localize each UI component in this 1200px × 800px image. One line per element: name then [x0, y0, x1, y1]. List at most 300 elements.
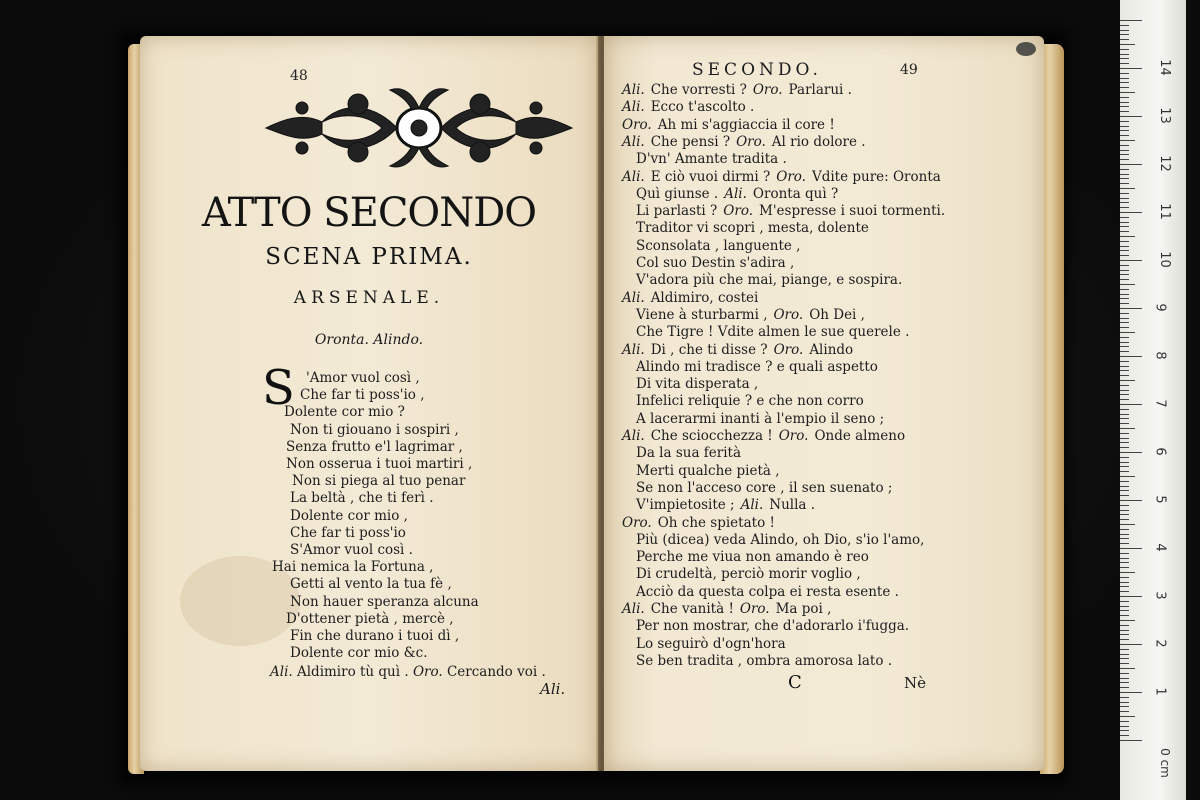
- ruler-number: 8: [1152, 351, 1168, 360]
- ruler-tick: [1120, 663, 1129, 664]
- ruler-tick: [1120, 366, 1129, 367]
- ruler-tick: [1120, 490, 1129, 491]
- dialogue-line: [622, 134, 872, 151]
- ruler-tick: [1120, 625, 1129, 626]
- dialogue-line: [636, 618, 915, 635]
- line-text: Quì giunse .: [636, 185, 719, 202]
- ruler-tick: [1120, 740, 1142, 741]
- verse-line: Dolente cor mio ?: [284, 404, 405, 421]
- ruler-tick: [1120, 639, 1129, 640]
- act-title: ATTO SECONDO: [201, 190, 537, 236]
- ruler-tick: [1120, 730, 1129, 731]
- line-text: Che vorresti ?: [650, 82, 747, 98]
- ruler-tick: [1120, 68, 1142, 69]
- dialogue-line: [636, 463, 786, 480]
- ruler-tick: [1120, 193, 1129, 194]
- ruler-number: 9: [1152, 303, 1168, 312]
- dialogue-line: [636, 411, 890, 428]
- floral-ornament-headpiece: [262, 82, 576, 174]
- ruler-tick: [1120, 452, 1142, 453]
- line-text: D'vn' Amante tradita .: [636, 151, 787, 168]
- line-text: Onde almeno: [814, 428, 906, 444]
- ruler-tick: [1120, 135, 1129, 136]
- ruler-tick: [1120, 159, 1129, 160]
- line-text: Viene à sturbarmi ,: [636, 306, 768, 323]
- ruler-tick: [1120, 682, 1129, 683]
- dialogue-line: [622, 99, 760, 116]
- ruler-tick: [1120, 92, 1135, 93]
- left-page: [140, 36, 598, 771]
- ruler-tick: [1120, 721, 1129, 722]
- ruler-tick: [1120, 222, 1129, 223]
- dialogue-line: [636, 376, 764, 393]
- ruler-tick: [1120, 265, 1129, 266]
- ruler-tick: [1120, 140, 1135, 141]
- ruler-tick: [1120, 702, 1129, 703]
- speaker-label: Oro.: [723, 203, 753, 220]
- speaker-label: Oro.: [739, 601, 770, 617]
- ruler-tick: [1120, 106, 1129, 107]
- line-text: Merti qualche pietà ,: [636, 462, 780, 479]
- dialogue-line: [636, 636, 792, 653]
- ruler-tick: [1120, 514, 1129, 515]
- ruler-tick: [1120, 174, 1129, 175]
- ruler-tick: [1120, 289, 1129, 290]
- verse-line: S'Amor vuol così .: [290, 542, 413, 558]
- ruler-tick: [1120, 577, 1129, 578]
- ruler-tick: [1120, 500, 1142, 501]
- ruler-tick: [1120, 428, 1135, 429]
- ruler-tick: [1120, 78, 1129, 79]
- ruler-tick: [1120, 342, 1129, 343]
- ruler-tick: [1120, 178, 1129, 179]
- ruler-tick: [1120, 495, 1129, 496]
- ruler-tick: [1120, 375, 1129, 376]
- speaker-label: Ali.: [270, 664, 293, 680]
- line-text: Lo seguirò d'ogn'hora: [636, 635, 786, 652]
- ruler-tick: [1120, 466, 1129, 467]
- line-text: Parlarui .: [788, 82, 852, 98]
- ruler-number: 4: [1152, 543, 1168, 552]
- right-page: [604, 36, 1044, 771]
- dialogue-line: [622, 169, 947, 186]
- ruler-tick: [1120, 654, 1129, 655]
- ruler-tick: [1120, 586, 1129, 587]
- dialogue-line: [622, 117, 841, 134]
- line-text: Oh che spietato !: [657, 514, 775, 531]
- line-text: Di , che ti disse ?: [650, 341, 768, 358]
- line-text: E ciò vuoi dirmi ?: [650, 168, 771, 185]
- ruler-tick: [1120, 116, 1142, 117]
- catchword: Nè: [904, 674, 927, 692]
- ruler-tick: [1120, 692, 1142, 693]
- speaker-label: Ali.: [622, 428, 645, 444]
- ruler-tick: [1120, 318, 1129, 319]
- line-text: Oronta quì ?: [752, 185, 839, 202]
- dialogue-line: [636, 220, 875, 237]
- ruler-unit: 0 cm: [1157, 748, 1172, 778]
- dialogue-line: [636, 584, 905, 601]
- dialogue-line: [636, 393, 870, 410]
- ruler-tick: [1120, 524, 1135, 525]
- ruler-tick: [1120, 212, 1142, 213]
- ruler-tick: [1120, 102, 1129, 103]
- line-text: Se ben tradita , ombra amorosa lato .: [636, 652, 893, 669]
- ruler-tick: [1120, 385, 1129, 386]
- ruler-tick: [1120, 457, 1129, 458]
- dialogue-line: [636, 151, 793, 168]
- speaker-label: Ali.: [622, 168, 645, 185]
- ruler-tick: [1120, 529, 1129, 530]
- ruler-tick: [1120, 414, 1129, 415]
- ruler-tick: [1120, 169, 1129, 170]
- dialogue-line: [622, 515, 781, 532]
- ruler-tick: [1120, 519, 1129, 520]
- dialogue-line: [636, 272, 908, 289]
- verse-line: Fin che durano i tuoi dì ,: [290, 628, 460, 644]
- line-text: Li parlasti ?: [636, 203, 718, 220]
- ruler-tick: [1120, 610, 1129, 611]
- dialogue-line: [636, 549, 875, 566]
- ruler-tick: [1120, 726, 1129, 727]
- ruler-tick: [1120, 87, 1129, 88]
- ruler-tick: [1120, 423, 1129, 424]
- speaker-label: Oro.: [622, 514, 652, 531]
- ruler-tick: [1120, 255, 1129, 256]
- dialogue-line: [622, 428, 911, 445]
- ruler-number: 12: [1156, 155, 1172, 172]
- measuring-ruler: [1120, 0, 1186, 800]
- ruler-tick: [1120, 73, 1129, 74]
- ruler-tick: [1120, 606, 1129, 607]
- dialogue-line: [636, 653, 898, 670]
- ruler-tick: [1120, 567, 1129, 568]
- ruler-tick: [1120, 553, 1129, 554]
- line-text: Per non mostrar, che d'adorarlo i'fugga.: [636, 618, 910, 635]
- ruler-tick: [1120, 308, 1142, 309]
- ruler-tick: [1120, 351, 1129, 352]
- speaker-label: Ali.: [622, 133, 645, 150]
- ruler-tick: [1120, 543, 1129, 544]
- ruler-number: 11: [1156, 203, 1172, 220]
- dialogue-line: [636, 359, 884, 376]
- ruler-number: 1: [1152, 687, 1168, 696]
- ruler-tick: [1120, 471, 1129, 472]
- page-number: 49: [900, 62, 918, 78]
- speaker-label: Oro.: [776, 168, 806, 185]
- ruler-tick: [1120, 356, 1142, 357]
- ruler-tick: [1120, 558, 1129, 559]
- line-text: Al rio dolore .: [771, 133, 866, 150]
- line-text: Di crudeltà, perciò morir voglio ,: [636, 566, 861, 583]
- dialogue-line: [636, 238, 806, 255]
- ruler-tick: [1120, 274, 1129, 275]
- ink-blot: [1016, 42, 1036, 56]
- dialogue-line: [636, 532, 930, 549]
- ruler-tick: [1120, 130, 1129, 131]
- line-text: Cercando voi .: [446, 664, 546, 680]
- ruler-tick: [1120, 562, 1129, 563]
- ruler-tick: [1120, 582, 1129, 583]
- dialogue-line: [636, 566, 867, 583]
- speaker-label: Oro.: [622, 116, 652, 133]
- ruler-tick: [1120, 231, 1129, 232]
- ruler-tick: [1120, 25, 1129, 26]
- line-text: Che vanità !: [650, 601, 734, 617]
- ruler-tick: [1120, 394, 1129, 395]
- setting-title: ARSENALE.: [293, 288, 445, 308]
- ruler-number: 2: [1152, 639, 1168, 648]
- ruler-tick: [1120, 481, 1129, 482]
- ruler-tick: [1120, 111, 1129, 112]
- ruler-tick: [1120, 298, 1129, 299]
- dialogue-line: [636, 255, 800, 272]
- ruler-tick: [1120, 126, 1129, 127]
- ruler-tick: [1120, 630, 1129, 631]
- line-text: Perche me viua non amando è reo: [636, 549, 869, 566]
- ruler-tick: [1120, 591, 1129, 592]
- ruler-tick: [1120, 332, 1135, 333]
- speaker-label: Ali.: [622, 289, 645, 306]
- ruler-tick: [1120, 687, 1129, 688]
- ruler-tick: [1120, 711, 1129, 712]
- line-text: Col suo Destin s'adira ,: [636, 255, 795, 271]
- ruler-number: 5: [1152, 495, 1168, 504]
- ruler-tick: [1120, 716, 1135, 717]
- verse-line: Getti al vento la tua fè ,: [290, 576, 452, 593]
- ruler-tick: [1120, 634, 1129, 635]
- ruler-tick: [1120, 658, 1129, 659]
- verse-line: Dolente cor mio &c.: [290, 645, 428, 662]
- line-text: V'adora più che mai, piange, e sospira.: [636, 272, 903, 289]
- verse-line: D'ottener pietà , mercè ,: [286, 610, 454, 627]
- ruler-tick: [1120, 145, 1129, 146]
- line-text: Che Tigre ! Vdite almen le sue querele .: [636, 324, 910, 341]
- verse-line: 'Amor vuol così ,: [306, 370, 420, 386]
- ruler-tick: [1120, 706, 1129, 707]
- ruler-tick: [1120, 534, 1129, 535]
- verse-line: Non ti giouano i sospiri ,: [290, 421, 459, 438]
- line-text: V'impietosite ;: [636, 497, 735, 514]
- line-text: Da la sua ferità: [636, 445, 742, 462]
- ruler-tick: [1120, 284, 1135, 285]
- ruler-tick: [1120, 58, 1129, 59]
- ruler-tick: [1120, 649, 1129, 650]
- speaker-label: Ali.: [740, 497, 764, 514]
- characters-list: Oronta. Alindo.: [314, 332, 424, 348]
- drop-cap: S: [262, 360, 295, 416]
- ruler-tick: [1120, 39, 1129, 40]
- speaker-label: Oro.: [752, 82, 783, 98]
- ruler-tick: [1120, 270, 1129, 271]
- ruler-tick: [1120, 250, 1129, 251]
- dialogue-line: [622, 601, 837, 618]
- speaker-label: Ali.: [622, 82, 645, 98]
- line-text: Oh Dei ,: [809, 306, 865, 323]
- line-text: Ah mi s'aggiaccia il core !: [657, 116, 835, 133]
- ruler-tick: [1120, 30, 1129, 31]
- dialogue-line: [636, 307, 871, 324]
- ruler-tick: [1120, 735, 1129, 736]
- dialogue-line: [636, 203, 951, 220]
- ruler-tick: [1120, 697, 1129, 698]
- ruler-tick: [1120, 121, 1129, 122]
- ruler-number: 7: [1152, 399, 1168, 408]
- ruler-tick: [1120, 615, 1129, 616]
- ruler-tick: [1120, 217, 1129, 218]
- verse-line: Non hauer speranza alcuna: [290, 593, 479, 610]
- ruler-tick: [1120, 390, 1129, 391]
- speaker-label: Oro.: [773, 341, 804, 358]
- ruler-tick: [1120, 462, 1129, 463]
- dialogue-line: [636, 480, 898, 497]
- line-text: Alindo: [809, 341, 854, 358]
- ruler-tick: [1120, 82, 1129, 83]
- ruler-tick: [1120, 327, 1129, 328]
- scene-title: SCENA PRIMA.: [265, 244, 473, 270]
- ruler-number: 14: [1156, 59, 1172, 76]
- ruler-tick: [1120, 198, 1129, 199]
- ruler-number: 13: [1156, 107, 1172, 124]
- ruler-number: 6: [1152, 447, 1168, 456]
- line-text: Acciò da questa colpa ei resta esente .: [636, 583, 899, 600]
- line-text: Che pensi ?: [650, 133, 731, 150]
- speaker-label: Ali.: [724, 185, 747, 202]
- line-text: Che sciocchezza !: [650, 428, 773, 444]
- ruler-tick: [1120, 346, 1129, 347]
- running-head: SECONDO.: [692, 60, 822, 80]
- verse-line: Non si piega al tuo penar: [292, 473, 466, 490]
- ruler-tick: [1120, 442, 1129, 443]
- ruler-tick: [1120, 572, 1135, 573]
- speaker-label: Ali.: [622, 341, 645, 358]
- line-text: Di vita disperata ,: [636, 376, 759, 393]
- line-text: Alindo mi tradisce ? e quali aspetto: [636, 358, 878, 375]
- ruler-tick: [1120, 202, 1129, 203]
- ruler-tick: [1120, 322, 1129, 323]
- ruler-tick: [1120, 370, 1129, 371]
- signature-mark: C: [788, 672, 802, 693]
- ruler-tick: [1120, 380, 1135, 381]
- ruler-tick: [1120, 678, 1129, 679]
- verse-line: Che far ti poss'io: [290, 524, 406, 541]
- dialogue-line: [636, 445, 747, 462]
- ruler-tick: [1120, 418, 1129, 419]
- ruler-tick: [1120, 207, 1129, 208]
- dialogue-line: [622, 290, 764, 307]
- speaker-label: Oro.: [773, 306, 804, 323]
- ruler-tick: [1120, 548, 1142, 549]
- verse-line: Senza frutto e'l lagrimar ,: [286, 438, 463, 455]
- ruler-tick: [1120, 313, 1129, 314]
- line-text: Nulla .: [769, 497, 816, 514]
- ruler-tick: [1120, 241, 1129, 242]
- line-text: Aldimiro, costei: [650, 289, 759, 306]
- line-text: Sconsolata , languente ,: [636, 237, 801, 254]
- dialogue-line: [622, 82, 858, 99]
- ruler-tick: [1120, 236, 1135, 237]
- ruler-tick: [1120, 538, 1129, 539]
- ruler-tick: [1120, 183, 1129, 184]
- ruler-tick: [1120, 97, 1129, 98]
- ruler-tick: [1120, 601, 1129, 602]
- ruler-tick: [1120, 49, 1129, 50]
- ruler-tick: [1120, 447, 1129, 448]
- ruler-tick: [1120, 154, 1129, 155]
- ruler-tick: [1120, 294, 1129, 295]
- dialogue-line: [636, 186, 844, 203]
- ruler-tick: [1120, 476, 1135, 477]
- ruler-tick: [1120, 44, 1135, 45]
- ruler-tick: [1120, 63, 1129, 64]
- line-text: Traditor vi scopri , mesta, dolente: [636, 220, 869, 237]
- line-text: Aldimiro tù quì .: [296, 664, 409, 680]
- ruler-tick: [1120, 260, 1142, 261]
- ruler-number: 3: [1152, 591, 1168, 600]
- speaker-label: Ali.: [622, 601, 645, 617]
- line-text: Più (dicea) veda Alindo, oh Dio, s'io l'amo,: [636, 531, 925, 548]
- line-text: Se non l'acceso core , il sen suenato ;: [636, 479, 893, 496]
- line-text: M'espresse i suoi tormenti.: [759, 203, 946, 220]
- ruler-tick: [1120, 438, 1129, 439]
- verse-line: La beltà , che ti ferì .: [290, 490, 434, 507]
- line-text: Vdite pure: Oronta: [811, 168, 941, 185]
- speaker-label: Oro.: [412, 664, 443, 680]
- ruler-tick: [1120, 337, 1129, 338]
- ruler-tick: [1120, 404, 1142, 405]
- line-text: Infelici reliquie ? e che non corro: [636, 393, 864, 410]
- ruler-tick: [1120, 303, 1129, 304]
- ruler-tick: [1120, 620, 1135, 621]
- ruler-tick: [1120, 164, 1142, 165]
- line-text: Ecco t'ascolto .: [650, 99, 755, 116]
- verse-line: Non osserua i tuoi martiri ,: [286, 456, 473, 472]
- ruler-tick: [1120, 433, 1129, 434]
- ruler-tick: [1120, 486, 1129, 487]
- catchword: Ali.: [540, 680, 566, 698]
- speaker-label: Ali.: [622, 99, 645, 116]
- ruler-tick: [1120, 668, 1135, 669]
- dialogue-line: [622, 342, 859, 359]
- page-number: 48: [290, 68, 308, 84]
- ruler-tick: [1120, 150, 1129, 151]
- ruler-tick: [1120, 54, 1129, 55]
- ruler-tick: [1120, 399, 1129, 400]
- ruler-tick: [1120, 596, 1142, 597]
- speaker-label: Oro.: [736, 133, 766, 150]
- verse-line: Hai nemica la Fortuna ,: [272, 559, 434, 576]
- ruler-tick: [1120, 673, 1129, 674]
- dialogue-line: [636, 324, 915, 341]
- ruler-tick: [1120, 20, 1142, 21]
- ruler-number: 10: [1156, 251, 1172, 268]
- ruler-tick: [1120, 361, 1129, 362]
- ruler-tick: [1120, 409, 1129, 410]
- line-text: Ma poi ,: [775, 601, 832, 617]
- dialogue-line: [270, 664, 546, 681]
- ruler-tick: [1120, 188, 1135, 189]
- verse-line: Dolente cor mio ,: [290, 507, 408, 524]
- ruler-tick: [1120, 34, 1129, 35]
- ruler-tick: [1120, 644, 1142, 645]
- dialogue-line: [636, 497, 821, 514]
- ruler-tick: [1120, 279, 1129, 280]
- ruler-tick: [1120, 246, 1129, 247]
- speaker-label: Oro.: [778, 428, 809, 444]
- ruler-tick: [1120, 510, 1129, 511]
- ruler-tick: [1120, 226, 1129, 227]
- line-text: A lacerarmi inanti à l'empio il seno ;: [636, 410, 885, 427]
